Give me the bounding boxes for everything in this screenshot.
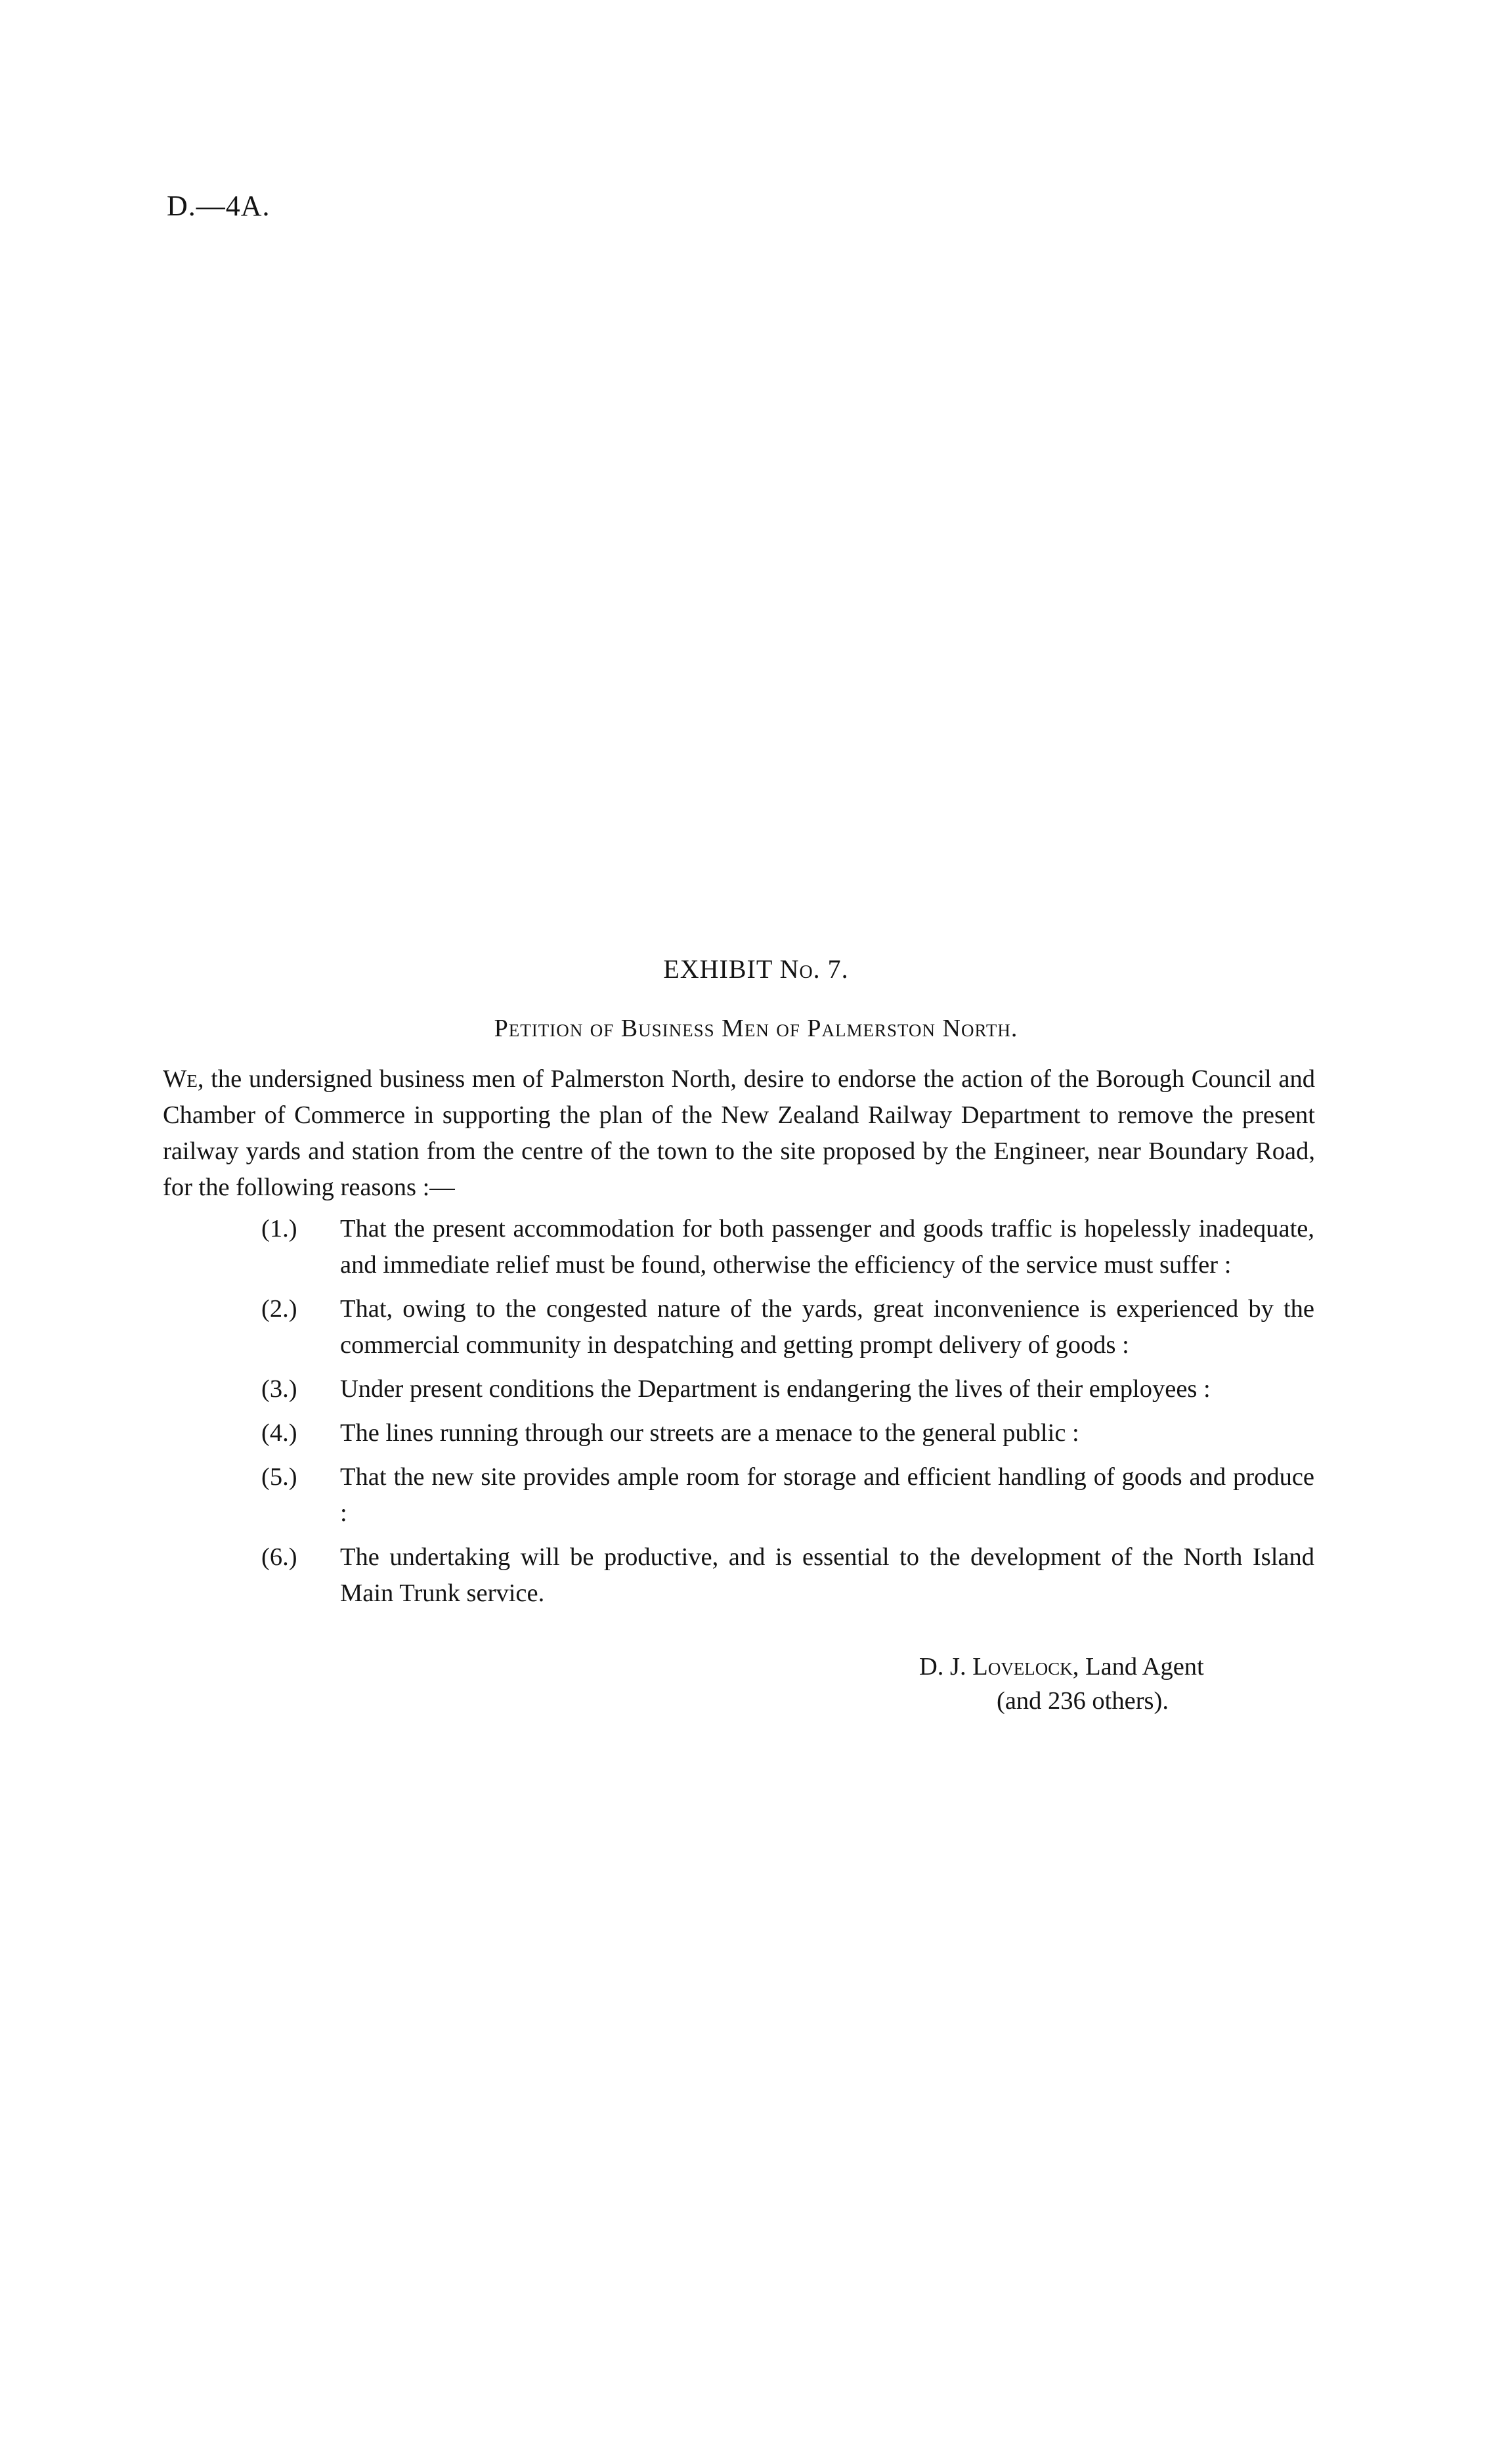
reason-item xyxy=(261,1459,1314,1531)
reason-number: (1.) xyxy=(261,1215,297,1243)
reason-text: That the new site provides ample room for storage and efficient handling of goods and produce : xyxy=(340,1463,1314,1527)
reason-text: The lines running through our streets are a menace to the general public : xyxy=(340,1419,1079,1447)
petition-title: Petition of Business Men of Palmerston North. xyxy=(494,1015,1018,1042)
reason-item xyxy=(261,1211,1314,1283)
reason-number: (6.) xyxy=(261,1543,297,1571)
reason-text: Under present conditions the Department is endangering the lives of their employees : xyxy=(340,1375,1211,1403)
reasons-list xyxy=(261,1211,1314,1619)
petition-body xyxy=(163,1061,1315,1206)
reason-text: The undertaking will be productive, and is essential to the development of the North Island Main Trunk service. xyxy=(340,1543,1314,1607)
signatory-initials: D. J. xyxy=(919,1653,966,1681)
reason-item xyxy=(261,1539,1314,1612)
reason-number: (2.) xyxy=(261,1295,297,1323)
signatory-role: Land Agent xyxy=(1085,1653,1204,1681)
exhibit-title xyxy=(0,954,1512,984)
reason-item xyxy=(261,1291,1314,1363)
petition-body-text: , the undersigned business men of Palmerston North, desire to endorse the action of the Borough Council and Chamber of Commerce in supporting the plan of the New Zealand Railway Department to remove the present railway yards and station from the centre of the town to the site proposed by the Engineer, near Boundary Road, for the following reasons :— xyxy=(163,1065,1315,1201)
reason-number: (4.) xyxy=(261,1419,297,1447)
reason-item xyxy=(261,1371,1314,1407)
exhibit-number: No. 7. xyxy=(779,954,849,984)
signatory-others: (and 236 others). xyxy=(997,1687,1169,1715)
reason-text: That the present accommodation for both passenger and goods traffic is hopelessly inadequate, and immediate relief must be found, otherwise the efficiency of the service must suffer : xyxy=(340,1215,1314,1279)
reason-number: (3.) xyxy=(261,1375,297,1403)
signatory-line xyxy=(919,1650,1313,1684)
signature-block xyxy=(919,1650,1313,1718)
reason-number: (5.) xyxy=(261,1463,297,1491)
petition-lead-word: We xyxy=(163,1065,198,1093)
reason-text: That, owing to the congested nature of the yards, great inconvenience is experienced by the commercial community in despatching and getting prompt delivery of goods : xyxy=(340,1295,1314,1359)
exhibit-title-main: EXHIBIT xyxy=(663,954,773,984)
signatory-surname: Lovelock, xyxy=(972,1653,1079,1681)
reason-item xyxy=(261,1415,1314,1451)
page-reference: D.—4A. xyxy=(167,190,270,222)
